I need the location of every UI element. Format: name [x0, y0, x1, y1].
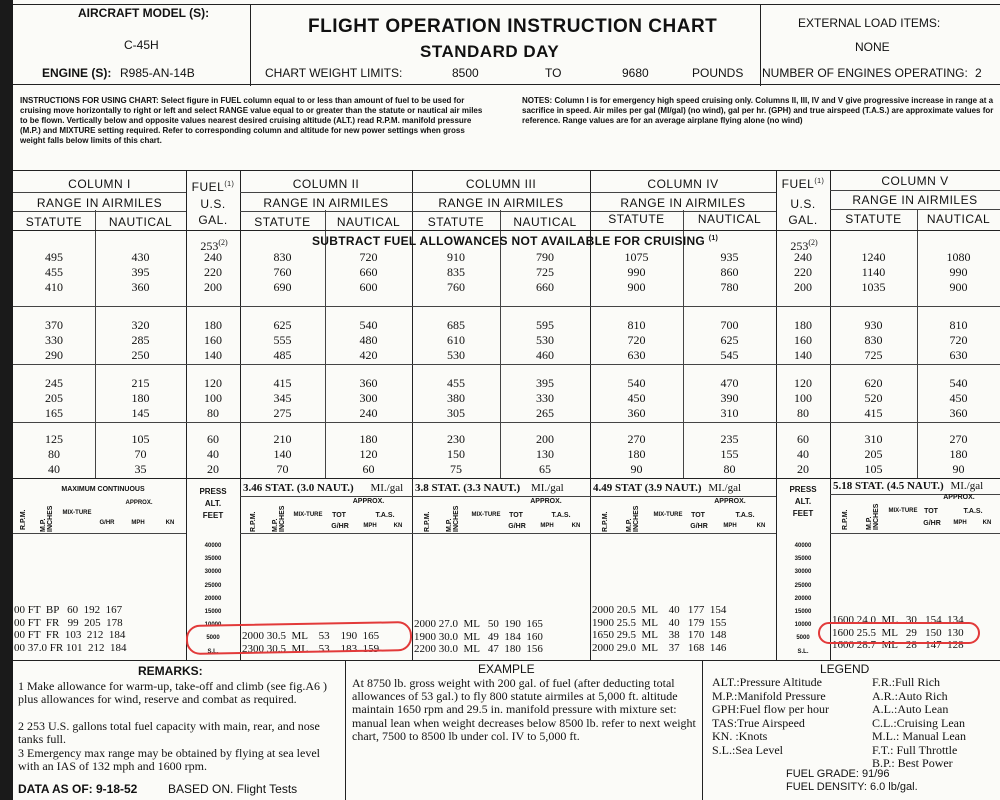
- c5-nautical-block-3: 540 450 360: [949, 376, 968, 420]
- c5-power-rows: 1600 24.0 ML 30 154 134 1600 25.5 ML 29 150 130 1600 28.7 ML 28 147 128: [832, 614, 964, 651]
- legend-left: ALT.:Pressure Altitude M.P.:Manifold Pressure GPH:Fuel flow per hour TAS:True Airspeed KN. :Knots S.L.:Sea Level: [712, 675, 829, 757]
- c2-rpm: R.P.M.: [250, 511, 257, 532]
- chart-subtitle: STANDARD DAY: [420, 42, 560, 61]
- c3-mp: M.P. INCHES: [446, 505, 460, 532]
- c1-power-rows: 00 FT BP 60 192 167 00 FT FR 99 205 178 00 FT FR 103 212 184 00 37.0 FR 101 212 184: [14, 604, 127, 654]
- data-as-of: DATA AS OF: 9-18-52: [18, 782, 138, 796]
- c1-nautical-block-4: 105 70 35: [131, 432, 150, 476]
- model-label: AIRCRAFT MODEL (S):: [78, 6, 210, 20]
- weight-to: TO: [545, 66, 562, 80]
- fuel-left-block-3: 120 100 80: [204, 376, 222, 420]
- fuel-right-block-1: 240 220 200: [794, 250, 812, 294]
- max-continuous-heading: MAXIMUM CONTINUOUS: [61, 486, 145, 493]
- instructions-text: INSTRUCTIONS FOR USING CHART: Select figure in FUEL column equal to or less than amount of fuel to be used for cruising move horizontally to right or left and select RANGE value equal to or greater than the statute or nautical air miles to be flown. Vertically below and opposite values nearest desired cruising altitude (ALT.) read R.P.M. manifold pressure (M.P.) and MIXTURE setting required. Refer to corresponding column and altitude for new power settings when gross weight falls below limits of this chart.: [20, 96, 483, 145]
- fuel-usgal-right: U.S.: [790, 197, 816, 211]
- c1-kn: KN: [165, 520, 175, 526]
- c3-approx: APPROX.: [530, 498, 562, 505]
- chart-title: FLIGHT OPERATION INSTRUCTION CHART: [308, 16, 718, 37]
- c4-statute-block-4: 270 180 90: [627, 432, 646, 476]
- c1-statute-block-4: 125 80 40: [45, 432, 63, 476]
- c5-rpm: R.P.M.: [842, 509, 849, 530]
- ext-load-label: EXTERNAL LOAD ITEMS:: [798, 16, 941, 30]
- engines-value: 2: [975, 66, 982, 80]
- c5-mixture: MIX-TURE: [888, 508, 918, 514]
- c2-mp: M.P. INCHES: [272, 505, 286, 532]
- c3-mph: MPH: [540, 523, 554, 529]
- fuel-gal-left: GAL.: [198, 213, 228, 227]
- c5-ghr: G/HR: [923, 520, 941, 527]
- c4-kn: KN: [756, 523, 766, 529]
- engine-value: R985-AN-14B: [120, 66, 195, 80]
- c1-mph: MPH: [131, 520, 145, 526]
- altitudes-left: 40000 35000 30000 25000 20000 15000 10000 5000 S.L.: [204, 543, 222, 655]
- c4-nautical-block-4: 235 155 80: [720, 432, 739, 476]
- fuel-heading-right: FUEL$^{(1)}$: [781, 177, 825, 191]
- c5-nautical-block-4: 270 180 90: [949, 432, 968, 476]
- c3-statute-block-4: 230 150 75: [447, 432, 465, 476]
- c4-nautical-block-3: 470 390 310: [720, 376, 739, 420]
- c3-nautical-block-2: 595 530 460: [536, 318, 554, 362]
- range-heading-4: RANGE IN AIRMILES: [620, 196, 746, 210]
- fuel-right-block-3: 120 100 80: [794, 376, 812, 420]
- c4-mp: M.P. INCHES: [626, 505, 640, 532]
- fuel-gal-right: GAL.: [788, 213, 818, 227]
- c4-approx: APPROX.: [714, 498, 746, 505]
- altitudes-right: 40000 35000 30000 25000 20000 15000 10000 5000 S.L.: [794, 543, 812, 655]
- weight-label: CHART WEIGHT LIMITS:: [265, 66, 403, 80]
- fuel-heading-left: FUEL$^{(1)}$: [191, 180, 235, 194]
- c5-nautical-block-2: 810 720 630: [949, 318, 968, 362]
- c2-statute-block-3: 415 345 275: [273, 376, 292, 420]
- c1-mp: M.P. INCHES: [40, 505, 54, 532]
- remark-1: 1 Make allowance for warm-up, take-off and climb (see fig.A6 ) plus allowances for wind, reserve and combat as required.: [18, 679, 327, 706]
- c3-mixture: MIX-TURE: [471, 512, 501, 518]
- range-heading-1: RANGE IN AIRMILES: [36, 196, 163, 210]
- c2-statute-block-4: 210 140 70: [273, 432, 292, 476]
- c2-tas: T.A.S.: [375, 512, 395, 519]
- range-heading-2: RANGE IN AIRMILES: [263, 196, 389, 210]
- c3-mpg: 3.8 STAT. (3.3 NAUT.) MI./gal: [415, 482, 564, 494]
- c3-tot: TOT: [509, 512, 523, 519]
- weight-min: 8500: [452, 66, 479, 80]
- c5-mph: MPH: [953, 520, 967, 526]
- c2-nautical-block-4: 180 120 60: [359, 432, 378, 476]
- c4-ghr: G/HR: [690, 523, 708, 530]
- statute-2: STATUTE: [254, 215, 311, 229]
- notes-text: NOTES: Column I is for emergency high speed cruising only. Columns II, III, IV and V give progressive increase in range at a sacrifice in speed. Air miles per gal (MI/gal) (no wind), gal per hr. (GPH) and true airspeed (T.A.S.) are approximate values for reference. Range values are for an average airplane flying alone (no wind): [522, 96, 994, 125]
- nautical-1: NAUTICAL: [108, 215, 173, 229]
- fuel-grade: FUEL GRADE: 91/96: [786, 768, 890, 780]
- c2-nautical-block-2: 540 480 420: [359, 318, 378, 362]
- engines-label: NUMBER OF ENGINES OPERATING:: [762, 66, 968, 80]
- c1-nautical-block-3: 215 180 145: [131, 376, 150, 420]
- engine-label: ENGINE (S):: [42, 66, 112, 80]
- c3-ghr: G/HR: [508, 523, 526, 530]
- c5-tas: T.A.S.: [963, 508, 983, 515]
- based-on: BASED ON. Flight Tests: [168, 782, 298, 796]
- scan-edge: [0, 0, 13, 800]
- c1-nautical-block-1: 430 395 360: [131, 250, 150, 294]
- c5-statute-block-2: 930 830 725: [864, 318, 883, 362]
- c4-tot: TOT: [691, 512, 705, 519]
- c2-mpg: 3.46 STAT. (3.0 NAUT.) MI./gal: [243, 482, 404, 494]
- red-highlight-column-2: [186, 621, 412, 655]
- red-highlight-column-5: [818, 622, 980, 644]
- column-3-heading: COLUMN III: [465, 177, 537, 191]
- c5-kn: KN: [982, 520, 992, 526]
- c1-approx: APPROX.: [125, 500, 153, 506]
- range-heading-3: RANGE IN AIRMILES: [438, 196, 564, 210]
- press-alt-right: PRESS ALT. FEET: [789, 485, 817, 518]
- c1-nautical-block-2: 320 285 250: [131, 318, 150, 362]
- column-1-heading: COLUMN I: [68, 177, 131, 191]
- c3-tas: T.A.S.: [551, 512, 571, 519]
- column-4-heading: COLUMN IV: [647, 177, 719, 191]
- column-5-heading: COLUMN V: [881, 174, 949, 188]
- nautical-2: NAUTICAL: [336, 215, 401, 229]
- c3-statute-block-2: 685 610 530: [447, 318, 465, 362]
- c1-mixture: MIX-TURE: [62, 510, 92, 516]
- legend-right: F.R.:Full Rich A.R.:Auto Rich A.L.:Auto Lean C.L.:Cruising Lean M.L.: Manual Lean F.T.: Full Throttle B.P.: Best Power: [872, 675, 966, 770]
- fuel-total-left: 253$^{(2)}$: [200, 238, 228, 253]
- c1-statute-block-1: 495 455 410: [45, 250, 63, 294]
- nautical-3: NAUTICAL: [513, 215, 577, 229]
- fuel-density: FUEL DENSITY: 6.0 lb/gal.: [786, 781, 918, 793]
- c1-statute-block-3: 245 205 165: [45, 376, 63, 420]
- weight-max: 9680: [622, 66, 649, 80]
- press-alt-left: PRESS ALT. FEET: [199, 487, 227, 520]
- c2-power-rows: 2000 30.5 ML 53 190 165 2300 30.5 ML 53 183 159: [242, 630, 380, 655]
- fuel-left-block-1: 240 220 200: [204, 250, 222, 294]
- c4-mpg: 4.49 STAT (3.9 NAUT.) MI./gal: [593, 482, 742, 494]
- example-title: EXAMPLE: [478, 662, 535, 676]
- fuel-left-block-4: 60 40 20: [207, 432, 219, 476]
- c5-mpg: 5.18 STAT. (4.5 NAUT.) MI./gal: [833, 480, 984, 492]
- c4-statute-block-2: 810 720 630: [627, 318, 646, 362]
- c2-statute-block-2: 625 555 485: [273, 318, 292, 362]
- c4-tas: T.A.S.: [735, 512, 755, 519]
- range-heading-5: RANGE IN AIRMILES: [852, 193, 978, 207]
- statute-5: STATUTE: [845, 212, 902, 226]
- ext-load-value: NONE: [855, 40, 890, 54]
- c2-mph: MPH: [363, 523, 377, 529]
- c2-kn: KN: [393, 523, 403, 529]
- remark-3: 3 Emergency max range may be obtained by flying at sea level with an IAS of 132 mph and 1600 rpm.: [18, 746, 321, 773]
- example-text: At 8750 lb. gross weight with 200 gal. of fuel (after deducting total allowances of 53 gal.) to fly 800 statute airmiles at 5,000 ft. altitude maintain 1650 rpm and 29.5 in. manifold pressure with mixture set: manual lean when weight decreases below 8500 lb. refer to next weight chart, 7500 to 8500 lb under col. IV to 5,000 ft.: [352, 676, 696, 743]
- c4-rpm: R.P.M.: [602, 511, 609, 532]
- fuel-right-block-2: 180 160 140: [794, 318, 812, 362]
- c1-ghr: G/HR: [99, 520, 115, 526]
- c3-statute-block-3: 455 380 305: [447, 376, 465, 420]
- c2-statute-block-1: 830 760 690: [273, 250, 292, 294]
- c5-approx: APPROX.: [943, 494, 975, 501]
- c3-nautical-block-3: 395 330 265: [536, 376, 554, 420]
- c1-statute-block-2: 370 330 290: [45, 318, 63, 362]
- c4-statute-block-3: 540 450 360: [627, 376, 646, 420]
- c2-ghr: G/HR: [331, 523, 349, 530]
- c4-mixture: MIX-TURE: [653, 512, 683, 518]
- c5-tot: TOT: [924, 508, 938, 515]
- nautical-5: NAUTICAL: [926, 212, 991, 226]
- remark-2: 2 253 U.S. gallons total fuel capacity with main, rear, and nose tanks full.: [18, 719, 320, 746]
- statute-1: STATUTE: [25, 215, 83, 229]
- c3-nautical-block-1: 790 725 660: [536, 250, 554, 294]
- c4-power-rows: 2000 20.5 ML 40 177 154 1900 25.5 ML 40 179 155 1650 29.5 ML 38 170 148 2000 29.0 ML 37 168 146: [592, 604, 727, 654]
- c3-statute-block-1: 910 835 760: [447, 250, 465, 294]
- model-value: C-45H: [124, 38, 159, 52]
- c2-approx: APPROX.: [352, 498, 385, 505]
- c4-statute-block-1: 1075 990 900: [624, 250, 649, 294]
- fuel-usgal-left: U.S.: [200, 197, 226, 211]
- column-2-heading: COLUMN II: [292, 177, 360, 191]
- c3-power-rows: 2000 27.0 ML 50 190 165 1900 30.0 ML 49 184 160 2200 30.0 ML 47 180 156: [414, 618, 543, 655]
- c5-statute-block-3: 620 520 415: [864, 376, 883, 420]
- c3-kn: KN: [571, 523, 581, 529]
- c5-mp: M.P. INCHES: [866, 503, 880, 530]
- nautical-4: NAUTICAL: [697, 212, 762, 226]
- weight-unit: POUNDS: [692, 66, 744, 80]
- statute-3: STATUTE: [427, 215, 485, 229]
- c4-mph: MPH: [723, 523, 737, 529]
- fuel-right-block-4: 60 40 20: [797, 432, 809, 476]
- c2-nautical-block-1: 720 660 600: [359, 250, 378, 294]
- legend-title: LEGEND: [820, 662, 870, 676]
- fuel-left-block-2: 180 160 140: [204, 318, 222, 362]
- c5-statute-block-4: 310 205 105: [864, 432, 883, 476]
- statute-4: STATUTE: [608, 212, 665, 226]
- c2-tot: TOT: [332, 512, 346, 519]
- c3-rpm: R.P.M.: [424, 511, 431, 532]
- c5-nautical-block-1: 1080 990 900: [946, 250, 971, 294]
- c1-rpm: R.P.M.: [20, 509, 27, 530]
- subtract-fuel-note: SUBTRACT FUEL ALLOWANCES NOT AVAILABLE FOR CRUISING $^{(1)}$: [312, 234, 719, 248]
- remarks-title: REMARKS:: [138, 664, 203, 678]
- c2-nautical-block-3: 360 300 240: [359, 376, 378, 420]
- c2-mixture: MIX-TURE: [293, 512, 323, 518]
- c4-nautical-block-2: 700 625 545: [720, 318, 739, 362]
- c5-statute-block-1: 1240 1140 1035: [861, 250, 886, 294]
- c4-nautical-block-1: 935 860 780: [720, 250, 739, 294]
- c3-nautical-block-4: 200 130 65: [536, 432, 554, 476]
- fuel-total-right: 253$^{(2)}$: [790, 238, 818, 253]
